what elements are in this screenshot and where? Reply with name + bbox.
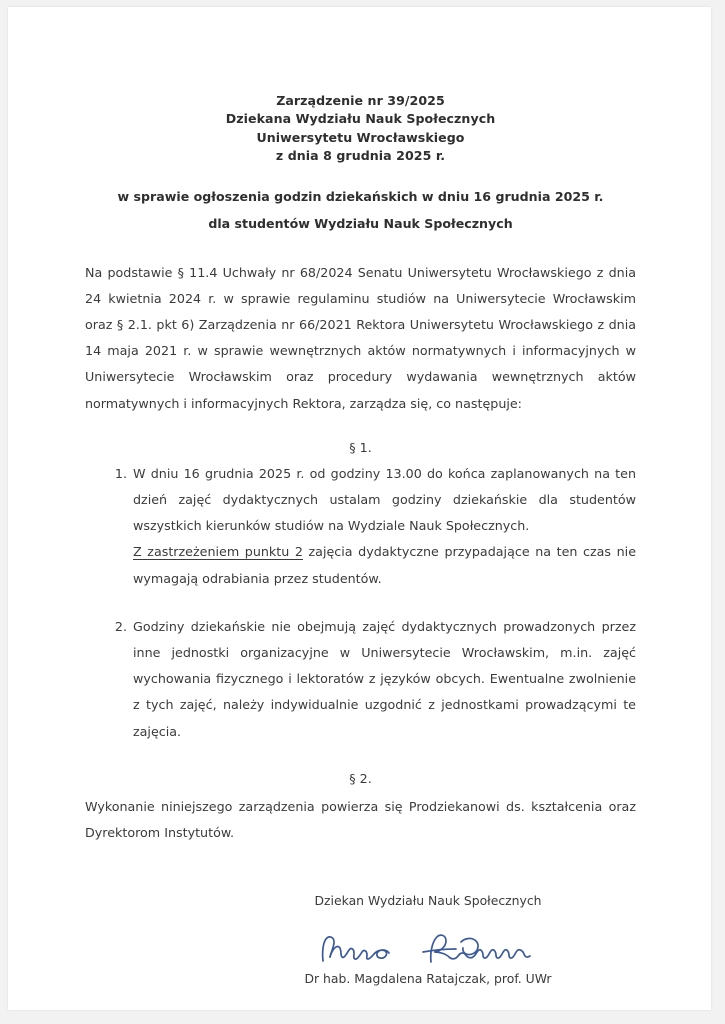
preamble-paragraph: Na podstawie § 11.4 Uchwały nr 68/2024 Senatu Uniwersytetu Wrocławskiego z dnia 24 kwietnia 2024 r. w sprawie regulaminu studiów na Uniwersytecie Wrocławskim oraz § 2.1. pkt 6) Zarządzenia nr 66/2021 Rektora Uniwersytetu Wrocławskiego z dnia 14 maja 2021 r. w sprawie wewnętrznych aktów normatywnych i informacyjnych w Uniwersytecie Wrocławskim oraz procedury wydawania wewnętrznych aktów normatywnych i informacyjnych Rektora, zarządza się, co następuje:: [85, 264, 636, 411]
list-item-paragraph: Godziny dziekańskie nie obejmują zajęć dydaktycznych prowadzonych przez inne jednostki organizacyjne w Uniwersytecie Wrocławskim, m.in. zajęć wychowania fizycznego i lektoratów z języków obcych. Ewentualne zwolnienie z tych zajęć, należy indywidualnie uzgodnić z jednostkami prowadzącymi te zajęcia.: [133, 618, 636, 739]
title-line-1: Zarządzenie nr 39/2025: [276, 93, 445, 108]
title-line-2: Dziekana Wydziału Nauk Społecznych: [225, 111, 496, 127]
signatory-name: Dr hab. Magdalena Ratajczak, prof. UWr: [304, 971, 552, 987]
signature-scrawl-icon: [220, 928, 636, 968]
document-subtitle: [85, 183, 636, 237]
section-1-mark: § 1.: [349, 439, 372, 455]
section-2-paragraph: Wykonanie niniejszego zarządzenia powierza się Prodziekanowi ds. kształcenia oraz Dyrektorom Instytutów.: [85, 798, 636, 841]
list-item: [85, 614, 636, 745]
list-item-paragraph: W dniu 16 grudnia 2025 r. od godziny 13.00 do końca zaplanowanych na ten dzień zajęć dydaktycznych ustalam godziny dziekańskie dla studentów wszystkich kierunków studiów na Wydziale Nauk Społecznych.: [133, 465, 636, 534]
list-item: [85, 461, 636, 592]
list-item-marker: 2.: [114, 618, 127, 634]
section-2-mark: § 2.: [349, 770, 372, 786]
title-line-4: z dnia 8 grudnia 2025 r.: [275, 148, 446, 164]
emphasis-underlined-text: Z zastrzeżeniem punktu 2: [133, 544, 303, 560]
document-title: [85, 92, 636, 166]
list-item-marker: 1.: [114, 465, 127, 481]
list-item-paragraph-secondary: [133, 539, 636, 591]
list-item-paragraph-rest: zajęcia dydaktyczne przypadające na ten czas nie wymagają odrabiania przez studentów.: [133, 544, 637, 586]
title-line-3: Uniwersytetu Wrocławskiego: [256, 129, 465, 145]
signature-block: [85, 891, 636, 989]
document-page: [8, 7, 711, 1010]
subtitle-line-1: w sprawie ogłoszenia godzin dziekańskich w dniu 16 grudnia 2025 r.: [117, 188, 604, 204]
section-1-list: [85, 461, 636, 745]
subtitle-line-2: dla studentów Wydziału Nauk Społecznych: [208, 215, 513, 231]
signatory-role: Dziekan Wydziału Nauk Społecznych: [314, 893, 542, 909]
document-content: [85, 7, 636, 989]
